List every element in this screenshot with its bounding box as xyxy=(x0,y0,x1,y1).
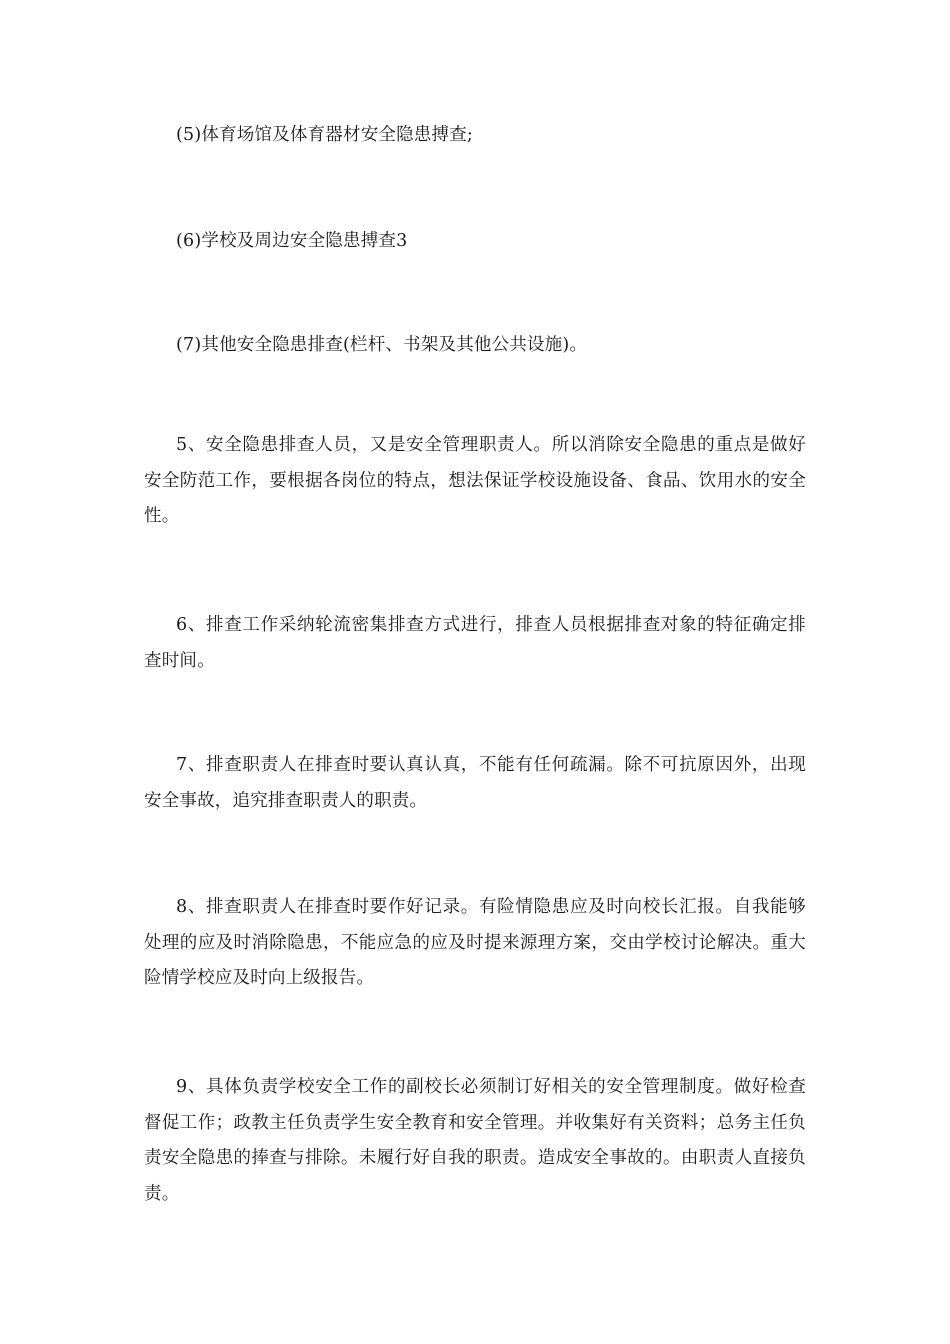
list-item-7: (7)其他安全隐患排查(栏杆、书架及其他公共设施)。 xyxy=(176,335,588,355)
list-item-5: (5)体育场馆及体育器材安全隐患搏查; xyxy=(176,125,473,145)
paragraph-9: 9、具体负责学校安全工作的副校长必须制订好相关的安全管理制度。做好检查督促工作；政教主任负责学生安全教育和安全管理。并收集好有关资料；总务主任负责安全隐患的捧查与排除。未履行好自我的职责。造成安全事故的。由职责人直接负责。 xyxy=(144,1077,806,1204)
list-item-6: (6)学校及周边安全隐患搏查3 xyxy=(176,231,408,251)
paragraph-6: 6、排查工作采纳轮流密集排查方式进行，排查人员根据排查对象的特征确定排查时间。 xyxy=(144,615,806,671)
paragraph-8: 8、排查职责人在排查时要作好记录。有险情隐患应及时向校长汇报。自我能够处理的应及时消除隐患，不能应急的应及时提来源理方案，交由学校讨论解决。重大险情学校应及时向上级报告。 xyxy=(144,897,806,988)
paragraph-5: 5、安全隐患排查人员，又是安全管理职责人。所以消除安全隐患的重点是做好安全防范工作，要根据各岗位的特点，想法保证学校设施设备、食品、饮用水的安全性。 xyxy=(144,435,806,526)
paragraph-7: 7、排查职责人在排查时要认真认真，不能有任何疏漏。除不可抗原因外，出现安全事故，追究排查职责人的职责。 xyxy=(144,755,806,811)
